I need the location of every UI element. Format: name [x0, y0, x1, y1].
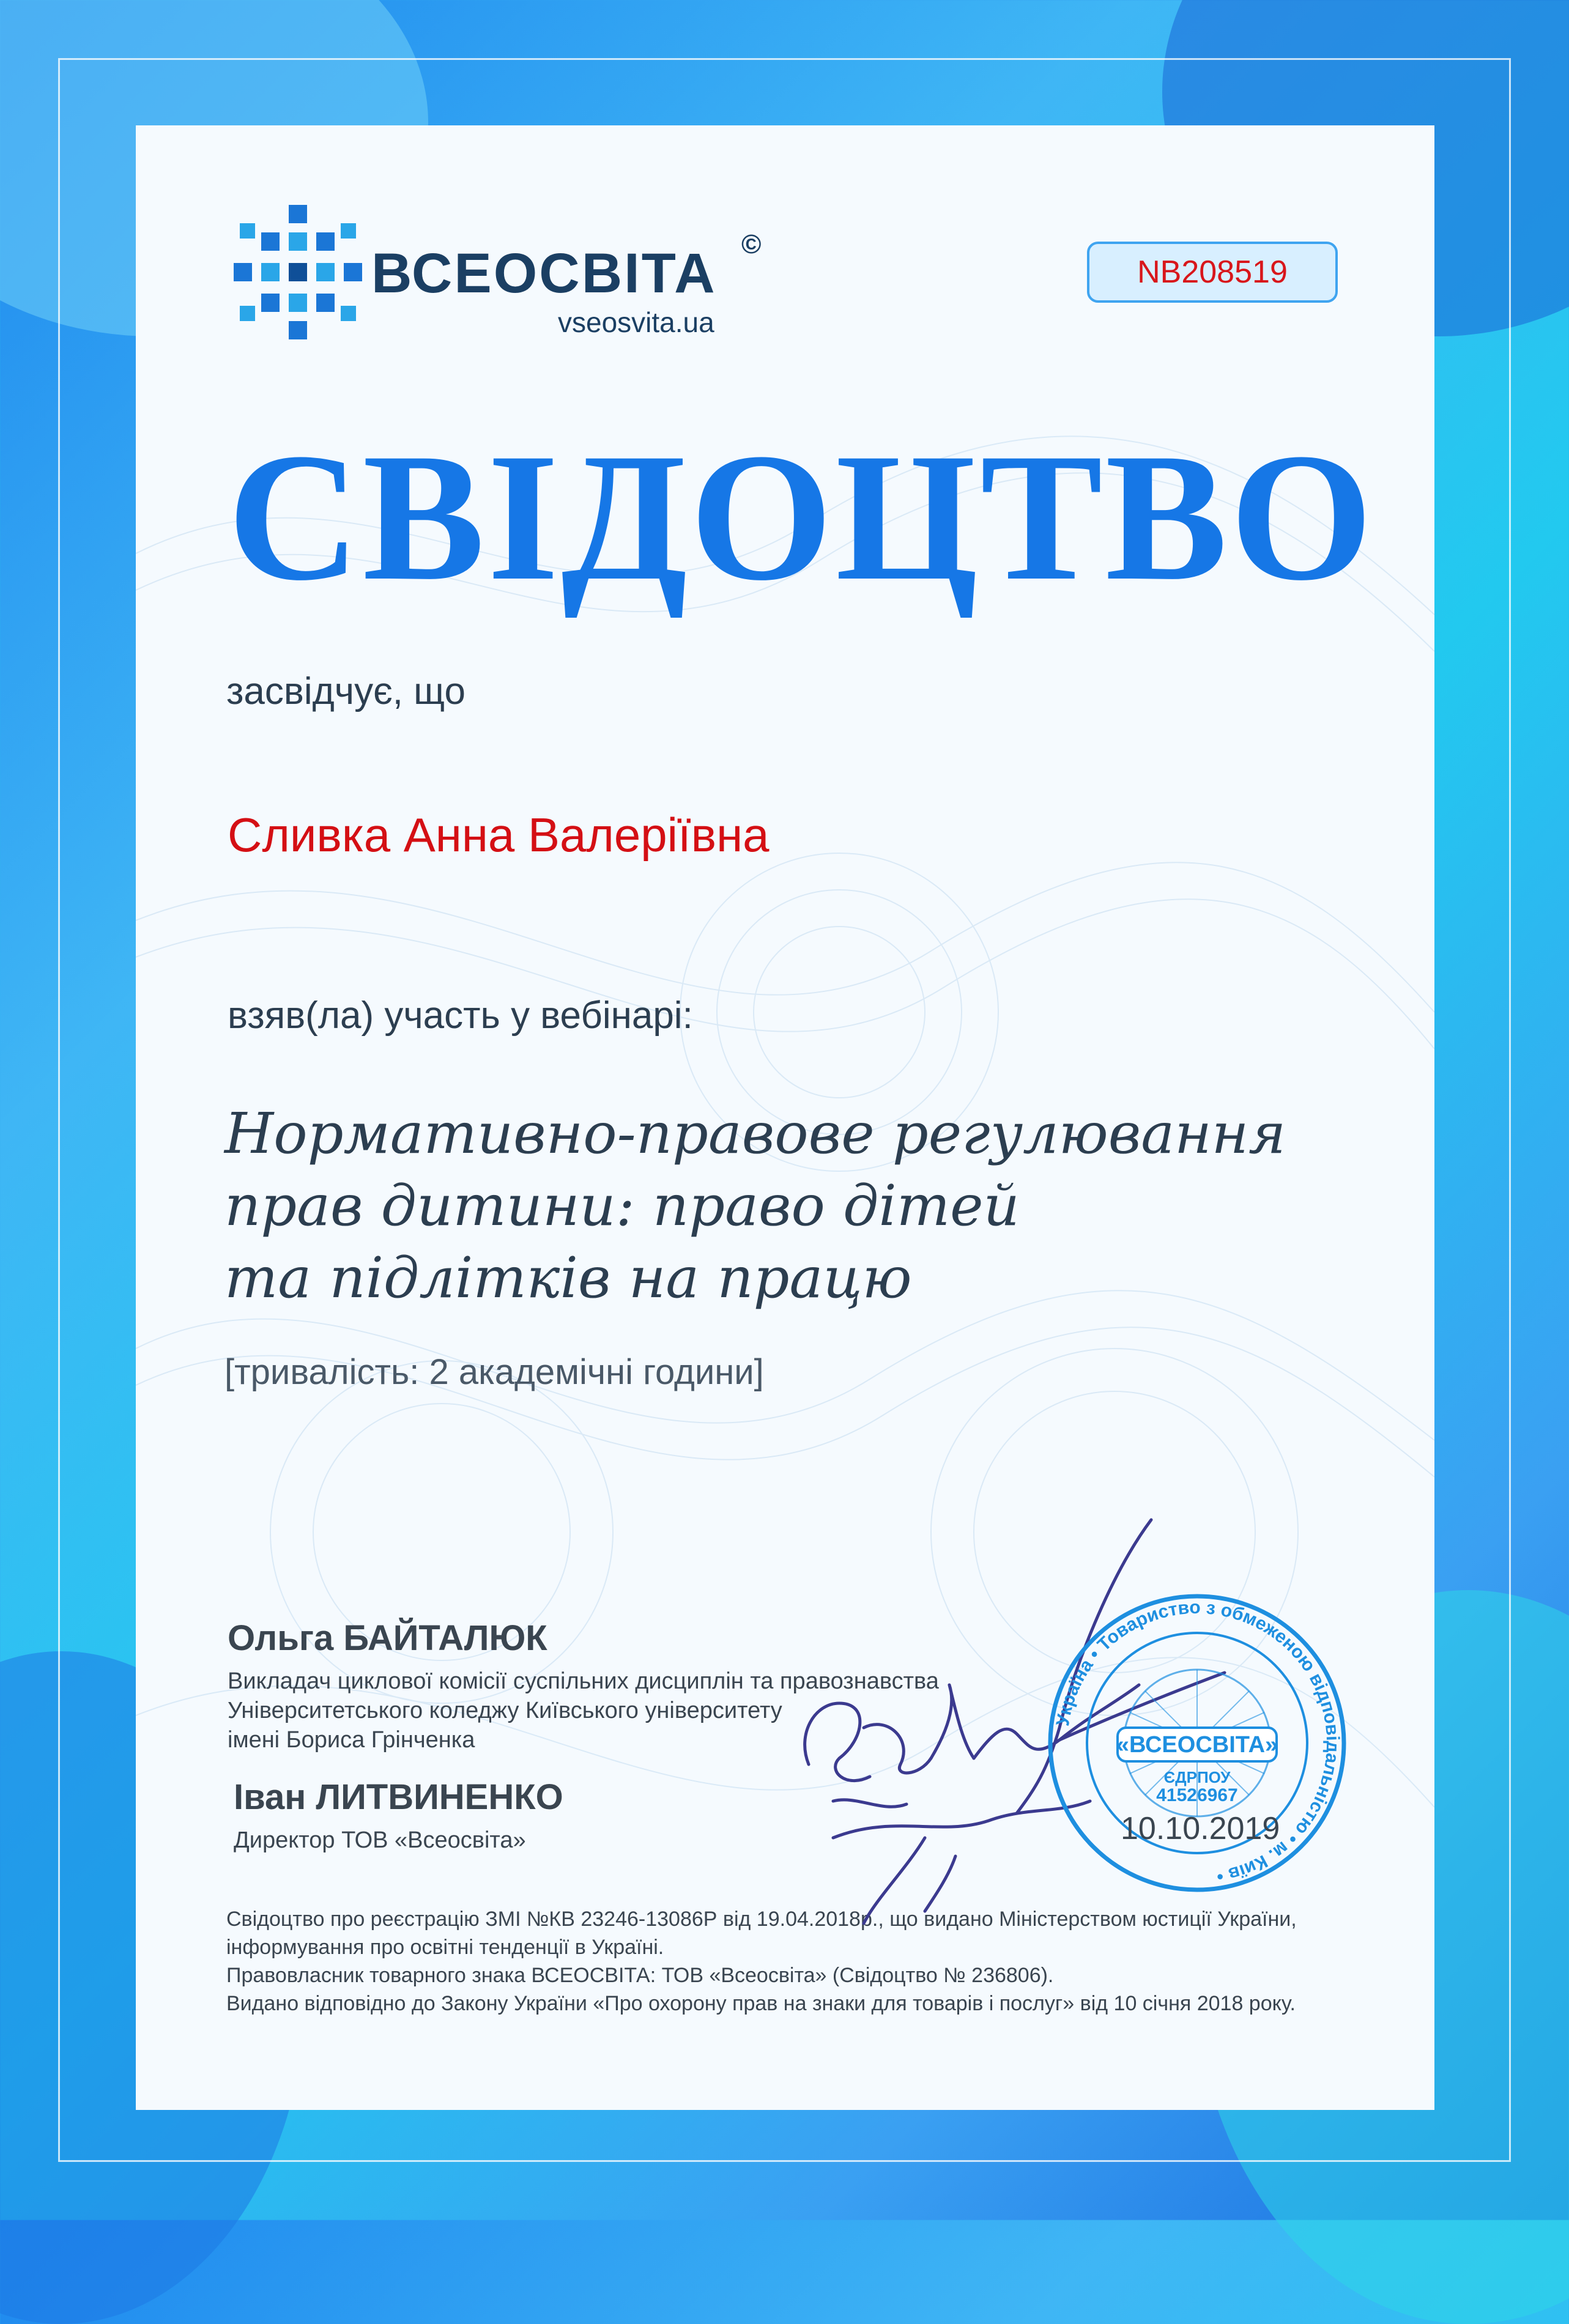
signatory-role-line: Директор ТОВ «Всеосвіта» [234, 1827, 526, 1853]
webinar-title [224, 1098, 1387, 1314]
certificate-number-badge: NB208519 [1087, 242, 1338, 303]
legal-footer-line: Правовласник товарного знака ВСЕОСВІТА: ТОВ «Всеосвіта» (Свідоцтво № 236806). [226, 1964, 1054, 1987]
brand-url: vseosvita.ua [558, 306, 714, 338]
signatory-role-line: Викладач циклової комісії суспільних дисциплін та правознавства [228, 1668, 939, 1694]
recipient-name: Сливка Анна Валеріївна [228, 808, 770, 862]
svg-text:«ВСЕОСВІТА»: «ВСЕОСВІТА» [1116, 1732, 1278, 1758]
legal-footer-line: Видано відповідно до Закону України «Про охорону прав на знаки для товарів і послуг» від 10 січня 2018 року. [226, 1992, 1296, 2015]
copyright-mark: © [741, 229, 762, 259]
issue-date: 10.10.2019 [1121, 1811, 1280, 1846]
webinar-title-line: Нормативно-правове регулювання [224, 1101, 1286, 1166]
signatory-name: Іван ЛИТВИНЕНКО [234, 1777, 563, 1817]
legal-footer-line: інформування про освітні тенденції в Україні. [226, 1936, 664, 1959]
duration-text: [тривалість: 2 академічні години] [224, 1352, 764, 1392]
official-seal [1044, 1590, 1350, 1896]
svg-text:Україна • Товариство з обмежен: Україна • Товариство з обмеженою відповідальністю • м. Київ • [1052, 1597, 1343, 1887]
certificate-title: СВІДОЦТВО [228, 415, 1376, 618]
signatory-role-line: імені Бориса Грінченка [228, 1727, 475, 1753]
webinar-title-line: прав дитини: право дітей [224, 1173, 1020, 1238]
webinar-title-line: та підлітків на працю [224, 1245, 912, 1311]
certifies-text: засвідчує, що [226, 670, 466, 712]
legal-footer-line: Свідоцтво про реєстрацію ЗМІ №КВ 23246-13086Р від 19.04.2018р., що видано Міністерством юстиції України, [226, 1908, 1297, 1931]
svg-text:ЄДРПОУ: ЄДРПОУ [1163, 1768, 1231, 1786]
certificate-sheet [136, 125, 1434, 2110]
signatory-name: Ольга БАЙТАЛЮК [228, 1618, 547, 1658]
signatory-role [234, 1826, 526, 1855]
brand-name: ВСЕОСВІТА [371, 242, 717, 305]
signatory-role-line: Університетського коледжу Київського університету [228, 1698, 782, 1723]
vseosvita-logo-icon [234, 205, 362, 339]
participation-text: взяв(ла) участь у вебінарі: [228, 994, 693, 1037]
svg-text:41526967: 41526967 [1156, 1785, 1238, 1805]
